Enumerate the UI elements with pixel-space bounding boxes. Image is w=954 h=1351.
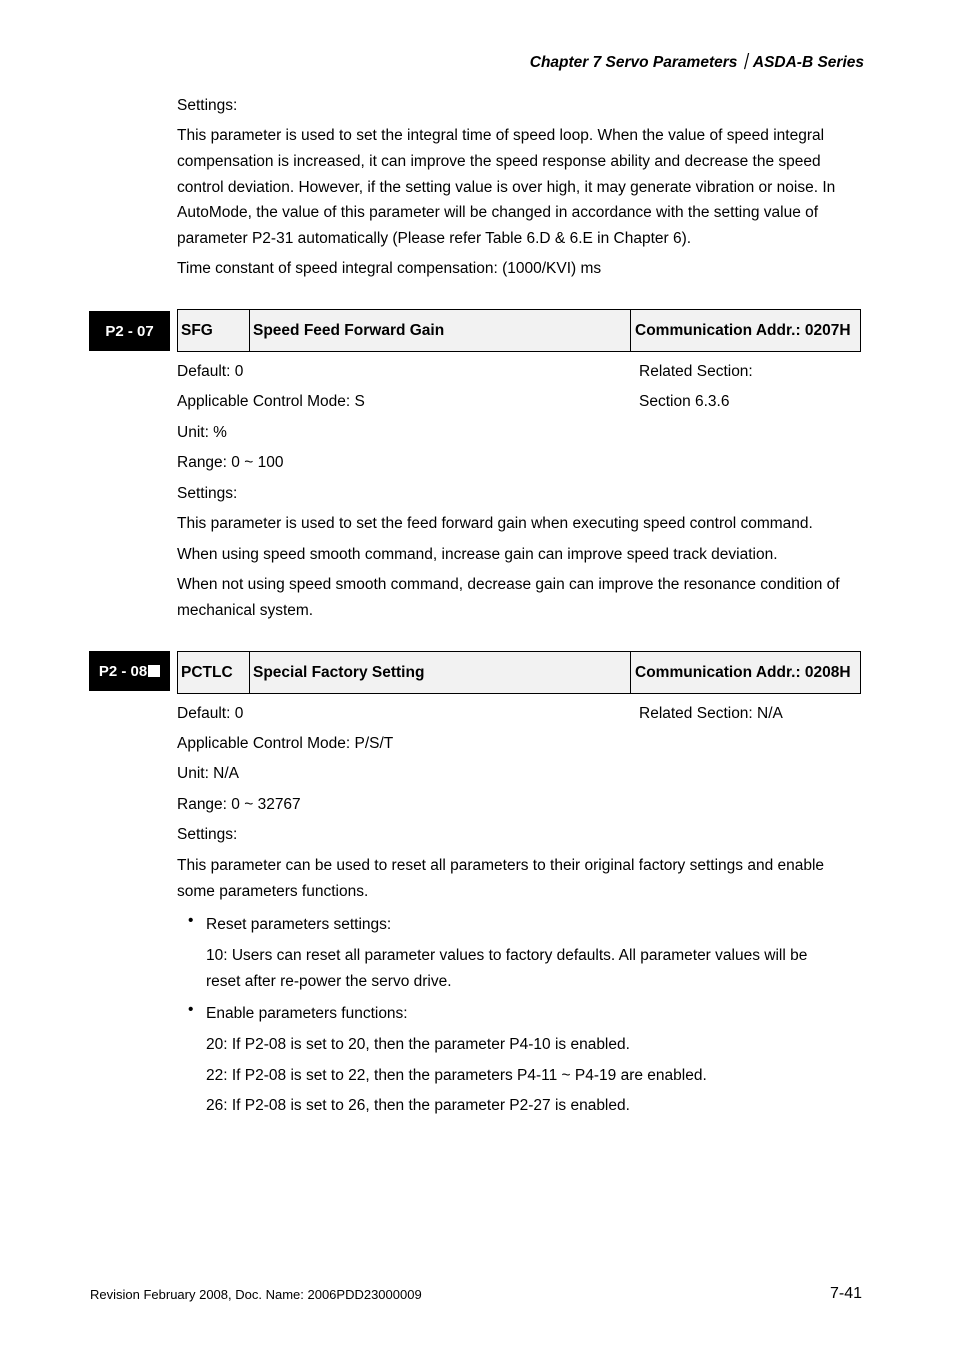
bullet-icon: • (188, 1001, 194, 1018)
related-section-value: Section 6.3.6 (639, 393, 730, 410)
parameter-name: Special Factory Setting (250, 652, 631, 693)
description-line: When using speed smooth command, increase gain can improve speed track deviation. (177, 546, 778, 563)
chapter-header: Chapter 7 Servo Parameters｜ASDA-B Series (529, 54, 864, 71)
unit: Unit: N/A (177, 765, 240, 782)
parameter-tag-p2-07 (89, 311, 170, 351)
parameter-abbr: PCTLC (178, 652, 250, 693)
control-mode: Applicable Control Mode: P/S/T (177, 735, 394, 752)
bullet-text: Enable parameters functions: (206, 1005, 408, 1022)
parameter-tag-label: P2 - 07 (105, 322, 154, 340)
settings-label: Settings: (177, 97, 238, 114)
related-section: Related Section: N/A (639, 705, 783, 722)
unit: Unit: % (177, 424, 227, 441)
communication-address: Communication Addr.: 0208H (635, 663, 851, 681)
description: This parameter can be used to reset all parameters to their original factory settings and enable some parameters functions. (177, 857, 825, 900)
communication-address: Communication Addr.: 0207H (635, 321, 851, 339)
footer-revision: Revision February 2008, Doc. Name: 2006PDD23000009 (90, 1287, 422, 1302)
time-constant-text: Time constant of speed integral compensation: (1000/KVI) ms (177, 260, 602, 277)
default-value: Default: 0 (177, 363, 244, 380)
enable-option-26: 26: If P2-08 is set to 26, then the parameter P2-27 is enabled. (206, 1097, 630, 1114)
related-section-label: Related Section: (639, 363, 753, 380)
page-number: 7-41 (830, 1285, 863, 1302)
description-line: When not using speed smooth command, decrease gain can improve the resonance condition of mechanical system. (177, 576, 840, 619)
description-line: This parameter is used to set the feed forward gain when executing speed control command. (177, 515, 813, 532)
bullet-icon: • (188, 912, 194, 929)
settings-label: Settings: (177, 826, 238, 843)
parameter-header-table-p2-07 (177, 309, 861, 352)
integral-time-description: This parameter is used to set the integral time of speed loop. When the value of speed integral compensation is increased, it can improve the speed response ability and decrease the speed control deviation. However, if the setting value is over high, it may generate vibration or noise. In AutoMode, the value of this parameter will be changed in accordance with the setting value of parameter P2-31 automatically (Please refer Table 6.D & 6.E in Chapter 6). (177, 127, 836, 248)
enable-option-20: 20: If P2-08 is set to 20, then the parameter P4-10 is enabled. (206, 1036, 630, 1053)
parameter-tag-p2-08 (89, 651, 170, 691)
parameter-name: Speed Feed Forward Gain (250, 310, 631, 351)
default-value: Default: 0 (177, 705, 244, 722)
parameter-tag-label: P2 - 08 (98, 662, 148, 680)
parameter-header-table-p2-08 (177, 651, 861, 694)
parameter-abbr: SFG (178, 310, 250, 351)
control-mode: Applicable Control Mode: S (177, 393, 365, 410)
reset-option-10: 10: Users can reset all parameter values to factory defaults. All parameter values will be reset after re-power the servo drive. (206, 947, 808, 990)
range: Range: 0 ~ 100 (177, 454, 284, 471)
enable-option-22: 22: If P2-08 is set to 22, then the parameters P4-11 ~ P4-19 are enabled. (206, 1067, 707, 1084)
square-marker-icon (148, 665, 160, 677)
settings-label: Settings: (177, 485, 238, 502)
bullet-text: Reset parameters settings: (206, 916, 392, 933)
range: Range: 0 ~ 32767 (177, 796, 301, 813)
